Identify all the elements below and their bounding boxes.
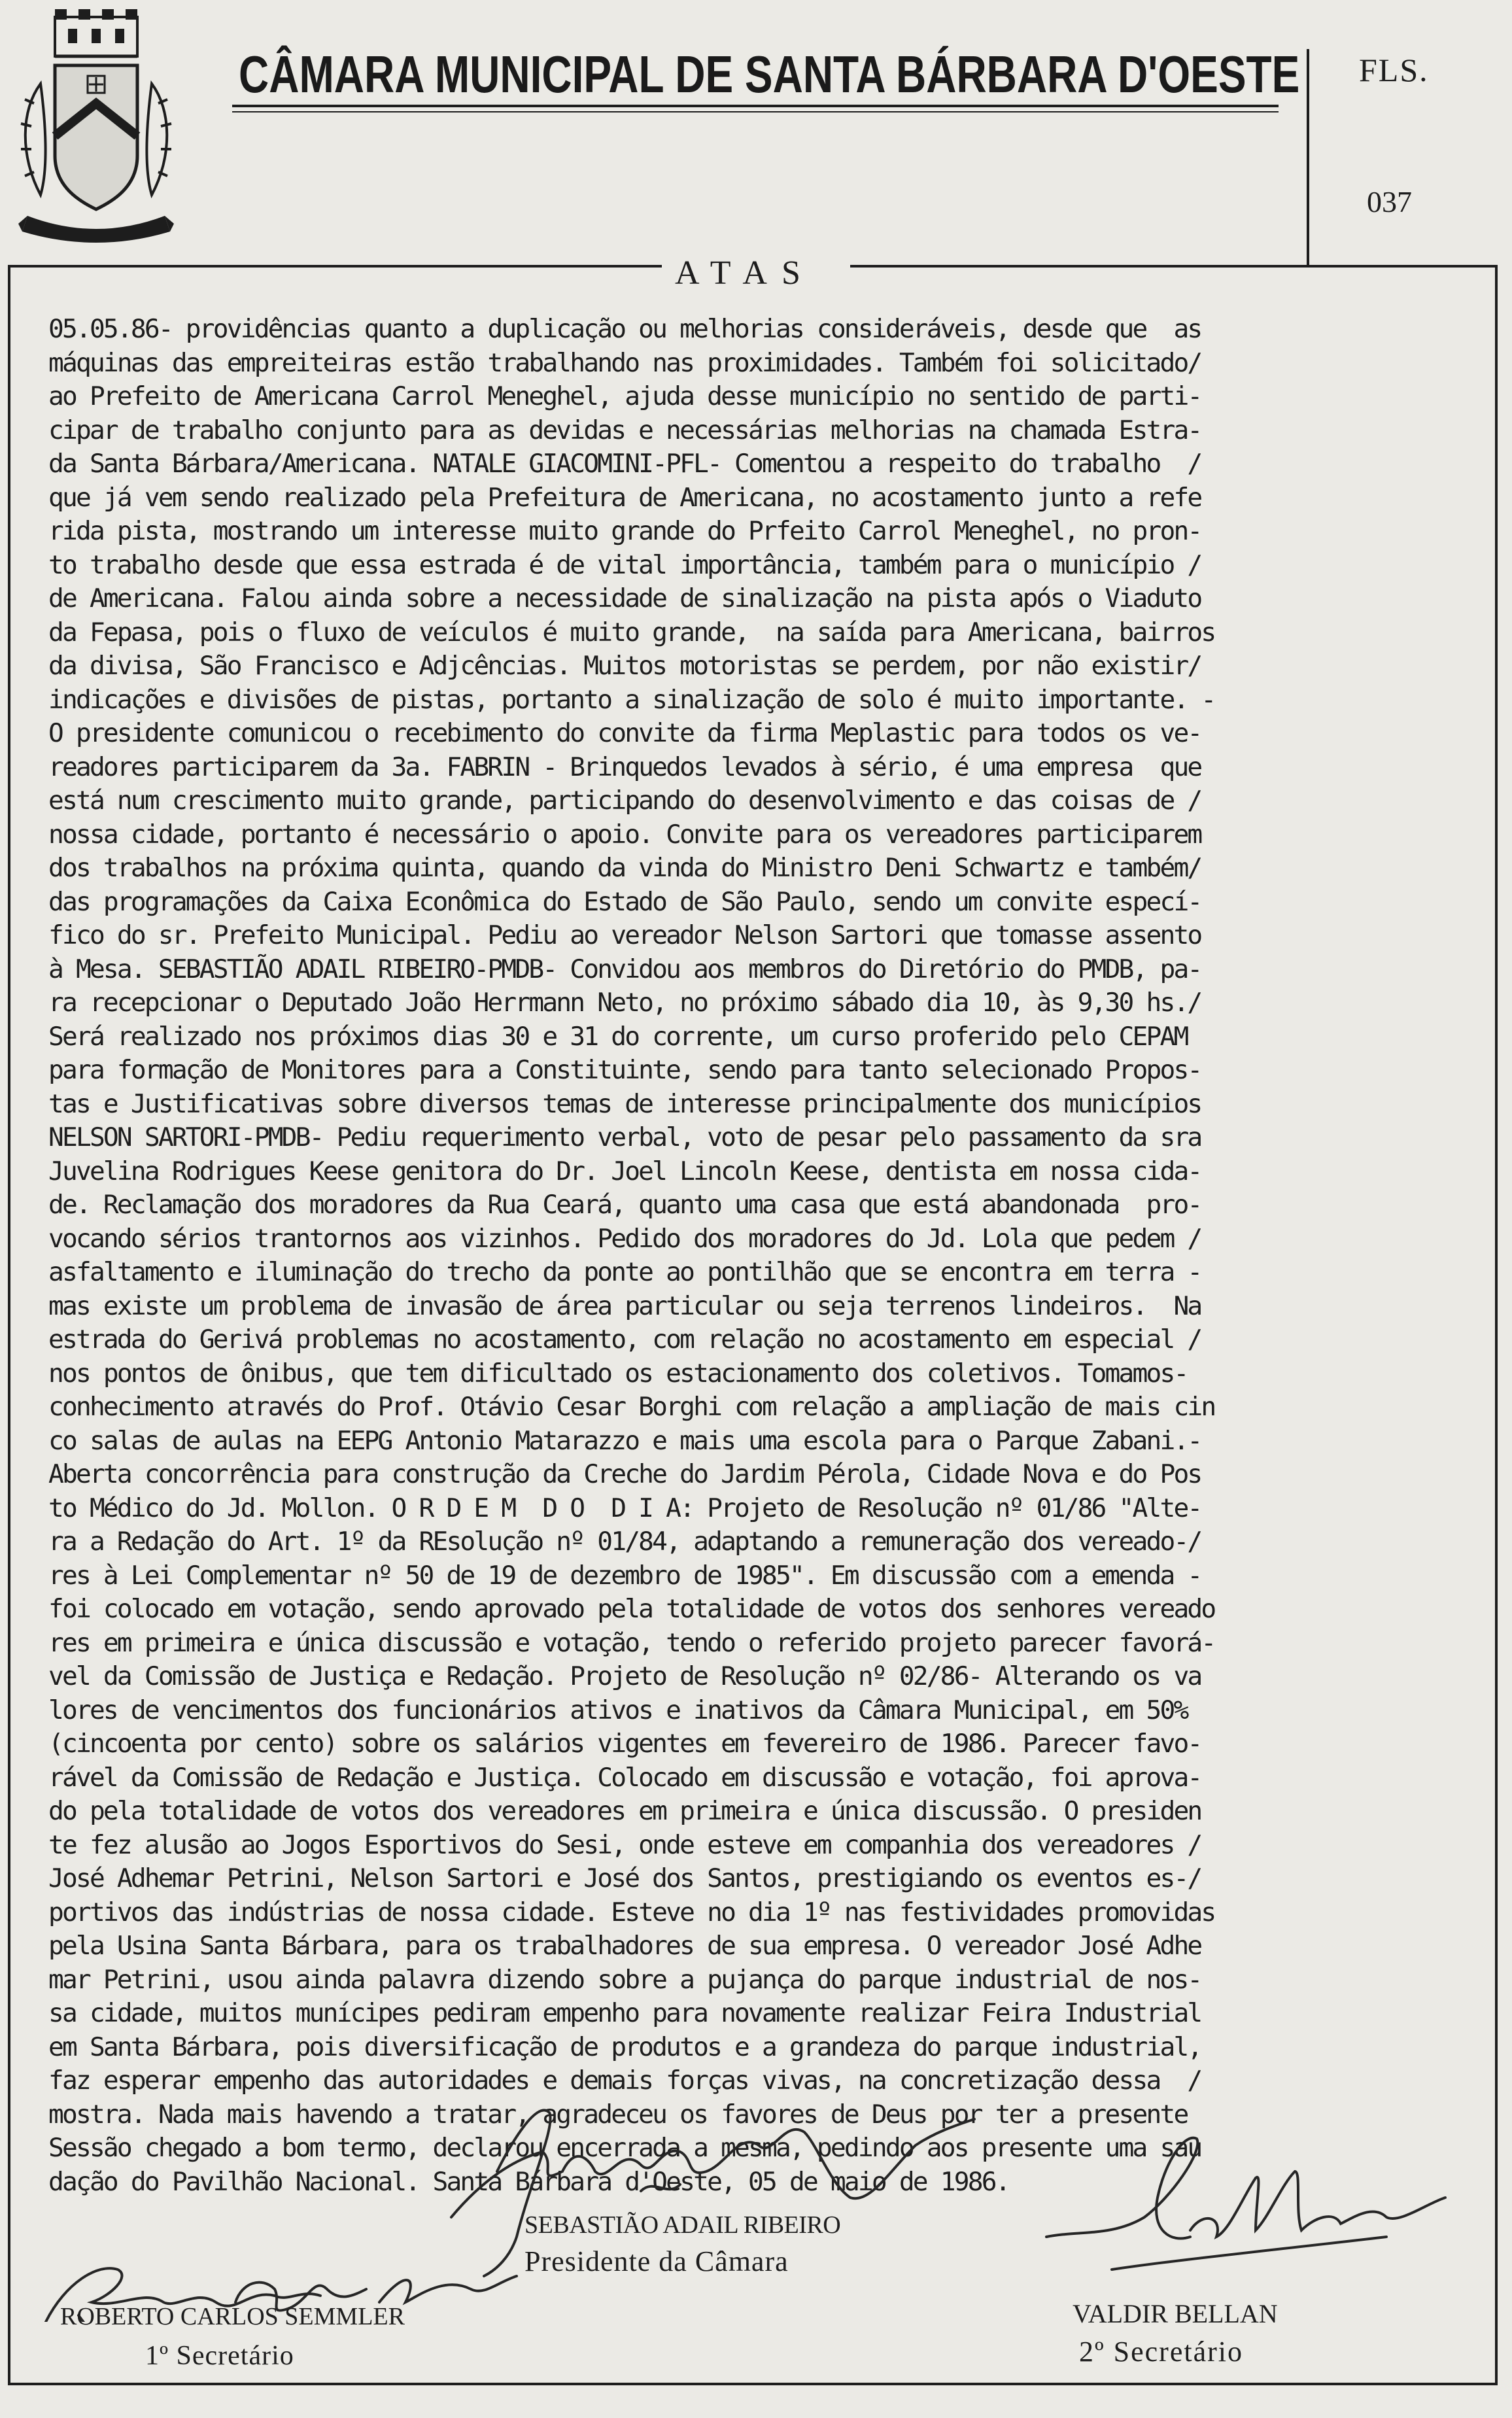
secretary1-role: 1º Secretário: [145, 2341, 294, 2371]
minutes-line: da Fepasa, pois o fluxo de veículos é muito grande, na saída para Americana, bairros: [48, 617, 1215, 648]
secretary2-name: VALDIR BELLAN: [1073, 2299, 1278, 2328]
minutes-line: foi colocado em votação, sendo aprovado pela totalidade de votos dos senhores vereado: [48, 1594, 1215, 1624]
minutes-line: ra a Redação do Art. 1º da REsolução nº 01/84, adaptando a remuneração dos vereado-/: [48, 1527, 1201, 1557]
folio-divider: [1307, 49, 1309, 265]
minutes-line: máquinas das empreiteiras estão trabalhando nas proximidades. Também foi solicitado/: [48, 347, 1201, 378]
minutes-line: indicações e divisões de pistas, portanto a sinalização de solo é muito importante. -: [48, 684, 1215, 715]
minutes-line: NELSON SARTORI-PMDB- Pediu requerimento verbal, voto de pesar pelo passamento da sra: [48, 1122, 1201, 1152]
minutes-line: que já vem sendo realizado pela Prefeitura de Americana, no acostamento junto a refe: [48, 482, 1201, 513]
minutes-line: nossa cidade, portanto é necessário o apoio. Convite para os vereadores participarem: [48, 819, 1201, 850]
minutes-line: to Médico do Jd. Mollon. O R D E M D O D I A: Projeto de Resolução nº 01/86 "Alte-: [48, 1493, 1201, 1523]
minutes-line: portivos das indústrias de nossa cidade. Esteve no dia 1º nas festividades promovidas: [48, 1897, 1215, 1927]
folio-number: 037: [1367, 185, 1412, 218]
minutes-line: do pela totalidade de votos dos vereadores em primeira e única discussão. O presiden: [48, 1796, 1201, 1826]
minutes-line: res em primeira e única discussão e votação, tendo o referido projeto parecer favorá-: [48, 1627, 1215, 1658]
minutes-line: rável da Comissão de Redação e Justiça. Colocado em discussão e votação, foi aprova-: [48, 1762, 1201, 1793]
minutes-line: dação do Pavilhão Nacional. Santa Bárbara d'Oeste, 05 de maio de 1986.: [48, 2166, 1009, 2197]
frame-border-left: [8, 265, 10, 2384]
minutes-line: Será realizado nos próximos dias 30 e 31 do corrente, um curso proferido pelo CEPAM: [48, 1021, 1188, 1052]
minutes-line: fico do sr. Prefeito Municipal. Pediu ao vereador Nelson Sartori que tomasse assento: [48, 920, 1201, 950]
minutes-line: para formação de Monitores para a Constituinte, sendo para tanto selecionado Propos-: [48, 1055, 1201, 1085]
minutes-line: estrada do Gerivá problemas no acostamento, com relação no acostamento em especial /: [48, 1324, 1201, 1355]
minutes-line: em Santa Bárbara, pois diversificação de produtos e a grandeza do parque industrial,: [48, 2031, 1201, 2062]
minutes-line: da divisa, São Francisco e Adjcências. Muitos motoristas se perdem, por não existir/: [48, 651, 1201, 681]
minutes-line: sa cidade, muitos munícipes pediram empenho para novamente realizar Feira Industrial: [48, 1998, 1201, 2028]
page-title: CÂMARA MUNICIPAL DE SANTA BÁRBARA D'OESTE: [239, 45, 1300, 103]
president-name: SEBASTIÃO ADAIL RIBEIRO: [524, 2211, 841, 2239]
minutes-line: vel da Comissão de Justiça e Redação. Projeto de Resolução nº 02/86- Alterando os va: [48, 1661, 1201, 1691]
minutes-body: [48, 313, 1454, 2199]
header-rule: [232, 105, 1279, 107]
minutes-line: pela Usina Santa Bárbara, para os trabalhadores de sua empresa. O vereador José Adhe: [48, 1931, 1201, 1961]
minutes-line: Juvelina Rodrigues Keese genitora do Dr. Joel Lincoln Keese, dentista em nossa cida-: [48, 1156, 1201, 1186]
minutes-line: readores participarem da 3a. FABRIN - Brinquedos levados à sério, é uma empresa que: [48, 751, 1201, 782]
minutes-line: de Americana. Falou ainda sobre a necessidade de sinalização na pista após o Viaduto: [48, 583, 1201, 613]
minutes-line: lores de vencimentos dos funcionários ativos e inativos da Câmara Municipal, em 50%: [48, 1695, 1188, 1725]
minutes-line: faz esperar empenho das autoridades e demais forças vivas, na concretização dessa /: [48, 2065, 1201, 2096]
coat-of-arms-icon: [14, 5, 178, 249]
minutes-line: cipar de trabalho conjunto para as devidas e necessárias melhorias na chamada Estra-: [48, 415, 1201, 445]
secretary1-name: ROBERTO CARLOS SEMMLER: [60, 2303, 405, 2330]
minutes-line: tas e Justificativas sobre diversos temas de interesse principalmente dos municípios: [48, 1088, 1201, 1119]
minutes-line: da Santa Bárbara/Americana. NATALE GIACOMINI-PFL- Comentou a respeito do trabalho /: [48, 449, 1201, 479]
minutes-line: co salas de aulas na EEPG Antonio Matarazzo e mais uma escola para o Parque Zabani.-: [48, 1425, 1201, 1456]
minutes-line: res à Lei Complementar nº 50 de 19 de dezembro de 1985". Em discussão com a emenda -: [48, 1560, 1201, 1591]
minutes-line: Sessão chegado a bom termo, declarou encerrada a mesma, pedindo aos presente uma sau: [48, 2133, 1201, 2163]
secretary2-role: 2º Secretário: [1079, 2336, 1243, 2368]
minutes-line: 05.05.86- providências quanto a duplicação ou melhorias consideráveis, desde que as: [48, 314, 1201, 344]
minutes-line: de. Reclamação dos moradores da Rua Ceará, quanto uma casa que está abandonada pro-: [48, 1190, 1201, 1220]
section-title: ATAS: [671, 254, 819, 292]
minutes-line: te fez alusão ao Jogos Esportivos do Sesi, onde esteve em companhia dos vereadores /: [48, 1829, 1201, 1860]
minutes-line: está num crescimento muito grande, participando do desenvolvimento e das coisas de /: [48, 786, 1201, 816]
minutes-line: à Mesa. SEBASTIÃO ADAIL RIBEIRO-PMDB- Convidou aos membros do Diretório do PMDB, pa-: [48, 954, 1201, 984]
minutes-line: Aberta concorrência para construção da Creche do Jardim Pérola, Cidade Nova e do Pos: [48, 1459, 1201, 1489]
minutes-line: asfaltamento e iluminação do trecho da ponte ao pontilhão que se encontra em terra -: [48, 1257, 1201, 1287]
minutes-line: O presidente comunicou o recebimento do convite da firma Meplastic para todos os ve-: [48, 718, 1201, 748]
frame-border-top-left: [8, 265, 662, 268]
frame-border-right: [1495, 265, 1498, 2384]
minutes-line: ra recepcionar o Deputado João Herrmann Neto, no próximo sábado dia 10, às 9,30 hs./: [48, 988, 1201, 1018]
minutes-line: rida pista, mostrando um interesse muito grande do Prfeito Carrol Meneghel, no pron-: [48, 516, 1201, 546]
minutes-line: nos pontos de ônibus, que tem dificultado os estacionamento dos coletivos. Tomamos-: [48, 1358, 1188, 1389]
minutes-line: ao Prefeito de Americana Carrol Meneghel, ajuda desse município no sentido de parti-: [48, 381, 1201, 411]
minutes-line: (cincoenta por cento) sobre os salários vigentes em fevereiro de 1986. Parecer favo-: [48, 1729, 1201, 1759]
frame-border-bottom: [8, 2383, 1498, 2385]
minutes-line: vocando sérios trantornos aos vizinhos. Pedido dos moradores do Jd. Lola que pedem /: [48, 1223, 1201, 1254]
folio-label: FLS.: [1359, 52, 1429, 88]
minutes-line: mas existe um problema de invasão de área particular ou seja terrenos lindeiros. Na: [48, 1290, 1201, 1321]
minutes-line: dos trabalhos na próxima quinta, quando da vinda do Ministro Deni Schwartz e também/: [48, 853, 1201, 883]
minutes-line: José Adhemar Petrini, Nelson Sartori e José dos Santos, prestigiando os eventos es-/: [48, 1863, 1201, 1893]
minutes-line: conhecimento através do Prof. Otávio Cesar Borghi com relação a ampliação de mais cin: [48, 1392, 1215, 1422]
minutes-line: das programações da Caixa Econômica do Estado de São Paulo, sendo um convite especí-: [48, 886, 1201, 917]
frame-border-top-right: [850, 265, 1498, 268]
president-role: Presidente da Câmara: [524, 2245, 789, 2277]
minutes-line: to trabalho desde que essa estrada é de vital importância, também para o município /: [48, 549, 1201, 580]
header-rule-thin: [232, 111, 1279, 112]
minutes-line: mar Petrini, usou ainda palavra dizendo sobre a pujança do parque industrial de nos-: [48, 1964, 1201, 1995]
minutes-line: mostra. Nada mais havendo a tratar, agradeceu os favores de Deus por ter a presente: [48, 2099, 1188, 2130]
